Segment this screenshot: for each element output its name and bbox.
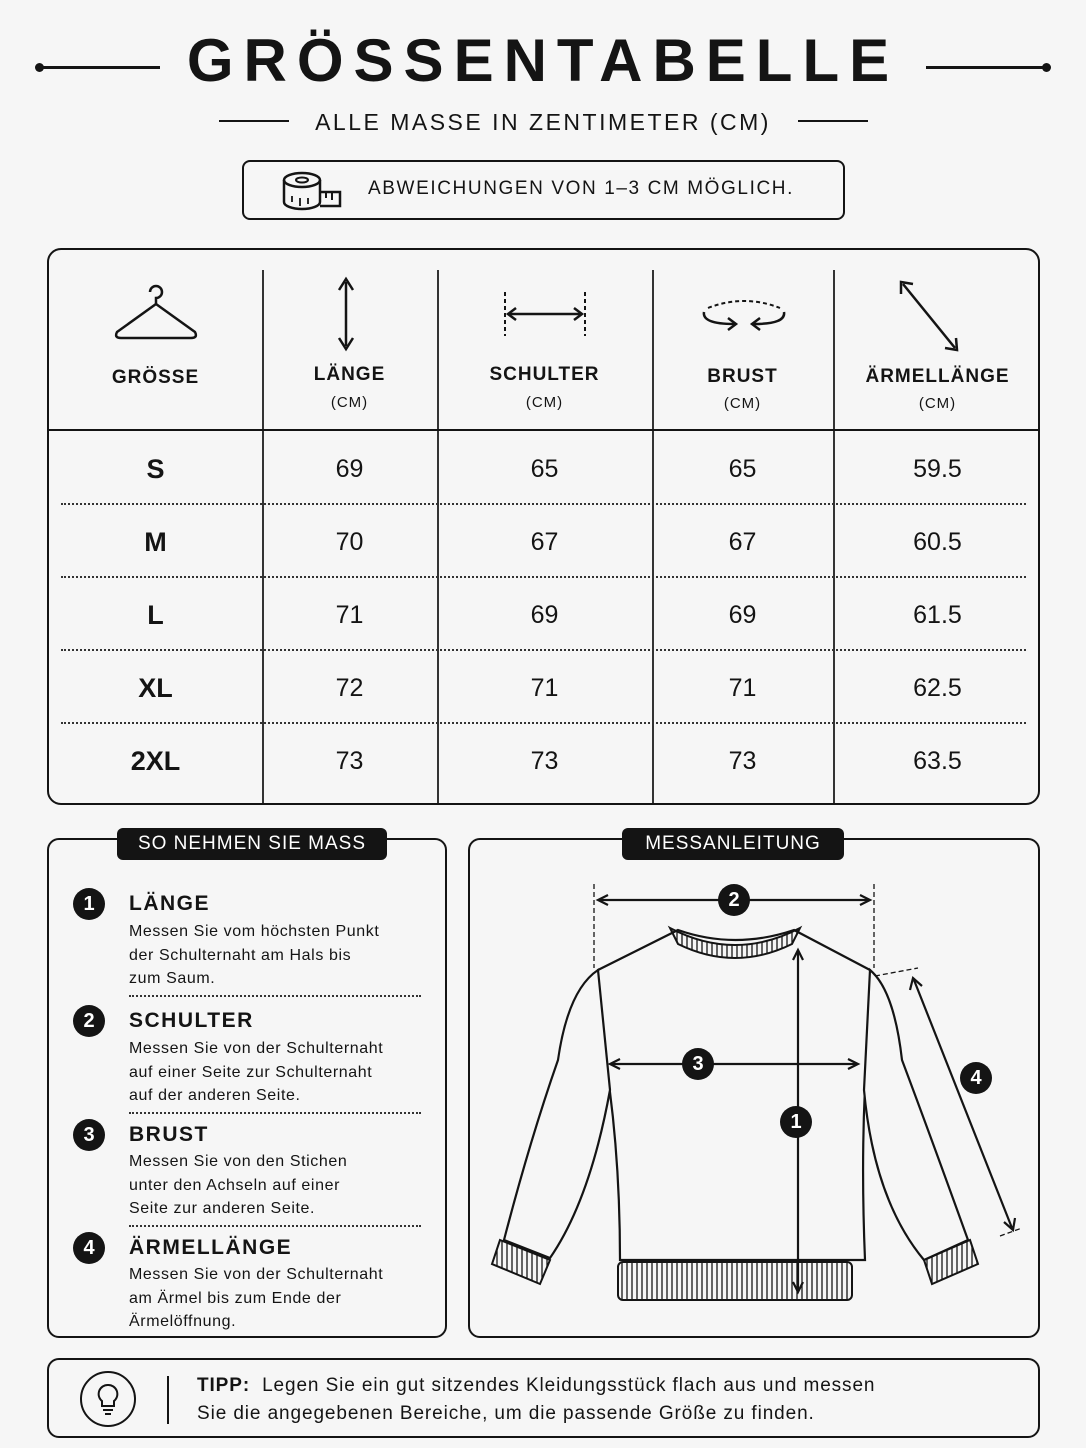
marker-length: 1	[780, 1106, 812, 1138]
table-cell-size: L	[147, 600, 164, 630]
table-cell-aermellaenge: 63.5	[913, 747, 962, 775]
table-cell-brust: 67	[728, 528, 757, 556]
marker-sleeve: 4	[960, 1062, 992, 1094]
page-subtitle: ALLE MASSE IN ZENTIMETER (CM)	[315, 109, 771, 135]
size-table	[47, 248, 1040, 805]
tolerance-note	[242, 160, 845, 220]
circumference-arrow-icon	[698, 294, 790, 339]
step-number: 3	[73, 1119, 105, 1151]
page-title: GRÖSSENTABELLE	[186, 27, 900, 94]
table-cell-brust: 71	[728, 674, 757, 702]
lightbulb-icon	[77, 1370, 139, 1433]
table-cell-size: S	[146, 454, 165, 484]
column-unit-laenge: (CM)	[330, 394, 369, 411]
table-cell-size: 2XL	[130, 746, 181, 776]
header-divider	[49, 429, 1038, 431]
step-divider	[129, 1225, 421, 1227]
marker-shoulder: 2	[718, 884, 750, 916]
title-right-rule	[926, 66, 1046, 69]
step-number: 4	[73, 1232, 105, 1264]
row-divider	[61, 576, 1026, 578]
tip-box	[47, 1358, 1040, 1438]
sweater-diagram	[470, 840, 1042, 1340]
step-number: 2	[73, 1005, 105, 1037]
column-unit-aermellaenge: (CM)	[918, 395, 957, 412]
table-cell-aermellaenge: 62.5	[913, 674, 962, 702]
guide-panel-tab: MESSANLEITUNG	[622, 828, 844, 860]
column-header-schulter: SCHULTER	[489, 364, 600, 385]
vertical-arrow-icon	[335, 276, 357, 357]
table-cell-size: M	[144, 527, 167, 557]
subtitle-right-rule	[798, 120, 868, 122]
row-divider	[61, 503, 1026, 505]
step-description: Messen Sie von der Schulternaht am Ärmel bis zum Ende der Ärmelöffnung.	[129, 1266, 384, 1330]
table-cell-schulter: 69	[530, 601, 559, 629]
table-cell-laenge: 73	[335, 747, 364, 775]
column-header-groesse: GRÖSSE	[111, 367, 200, 388]
howto-panel	[47, 833, 447, 1338]
marker-chest: 3	[682, 1048, 714, 1080]
table-cell-schulter: 73	[530, 747, 559, 775]
step-description: Messen Sie von der Schulternaht auf einer Seite zur Schulternaht auf der anderen Seite.	[129, 1040, 384, 1104]
hanger-icon	[113, 280, 199, 351]
horizontal-arrow-icon	[501, 290, 589, 343]
step-number: 1	[73, 888, 105, 920]
tip-divider	[167, 1376, 169, 1424]
table-cell-laenge: 69	[335, 455, 364, 483]
tip-label: TIPP:	[197, 1375, 251, 1396]
table-cell-aermellaenge: 59.5	[913, 455, 962, 483]
guide-panel	[468, 833, 1040, 1338]
table-cell-brust: 73	[728, 747, 757, 775]
title-right-dot	[1042, 63, 1051, 72]
table-cell-laenge: 71	[335, 601, 364, 629]
table-cell-brust: 65	[728, 455, 757, 483]
table-cell-aermellaenge: 61.5	[913, 601, 962, 629]
column-header-brust: BRUST	[707, 366, 778, 387]
column-header-laenge: LÄNGE	[313, 364, 386, 385]
row-divider	[61, 722, 1026, 724]
step-title: ÄRMELLÄNGE	[129, 1236, 293, 1259]
table-cell-laenge: 70	[335, 528, 364, 556]
table-cell-schulter: 65	[530, 455, 559, 483]
column-header-aermellaenge: ÄRMELLÄNGE	[865, 366, 1010, 387]
step-description: Messen Sie von den Stichen unter den Achseln auf einer Seite zur anderen Seite.	[129, 1153, 348, 1217]
step-title: SCHULTER	[129, 1009, 254, 1032]
measuring-tape-icon	[280, 168, 344, 219]
table-cell-size: XL	[138, 673, 173, 703]
table-cell-schulter: 67	[530, 528, 559, 556]
step-divider	[129, 995, 421, 997]
table-cell-laenge: 72	[335, 674, 364, 702]
row-divider	[61, 649, 1026, 651]
column-unit-schulter: (CM)	[525, 394, 564, 411]
table-cell-brust: 69	[728, 601, 757, 629]
step-divider	[129, 1112, 421, 1114]
table-cell-schulter: 71	[530, 674, 559, 702]
step-title: LÄNGE	[129, 892, 210, 915]
tolerance-note-text: ABWEICHUNGEN VON 1–3 CM MÖGLICH.	[368, 178, 794, 199]
column-unit-brust: (CM)	[723, 395, 762, 412]
howto-panel-tab: SO NEHMEN SIE MASS	[117, 828, 387, 860]
step-title: BRUST	[129, 1123, 209, 1146]
tip-text: TIPP: Legen Sie ein gut sitzendes Kleidungsstück flach aus und messen Sie die angegebenen Bereiche, um die passende Größe zu finden.	[197, 1375, 876, 1424]
step-description: Messen Sie vom höchsten Punkt der Schulternaht am Hals bis zum Saum.	[129, 923, 380, 987]
table-cell-aermellaenge: 60.5	[913, 528, 962, 556]
diagonal-arrow-icon	[897, 278, 961, 359]
